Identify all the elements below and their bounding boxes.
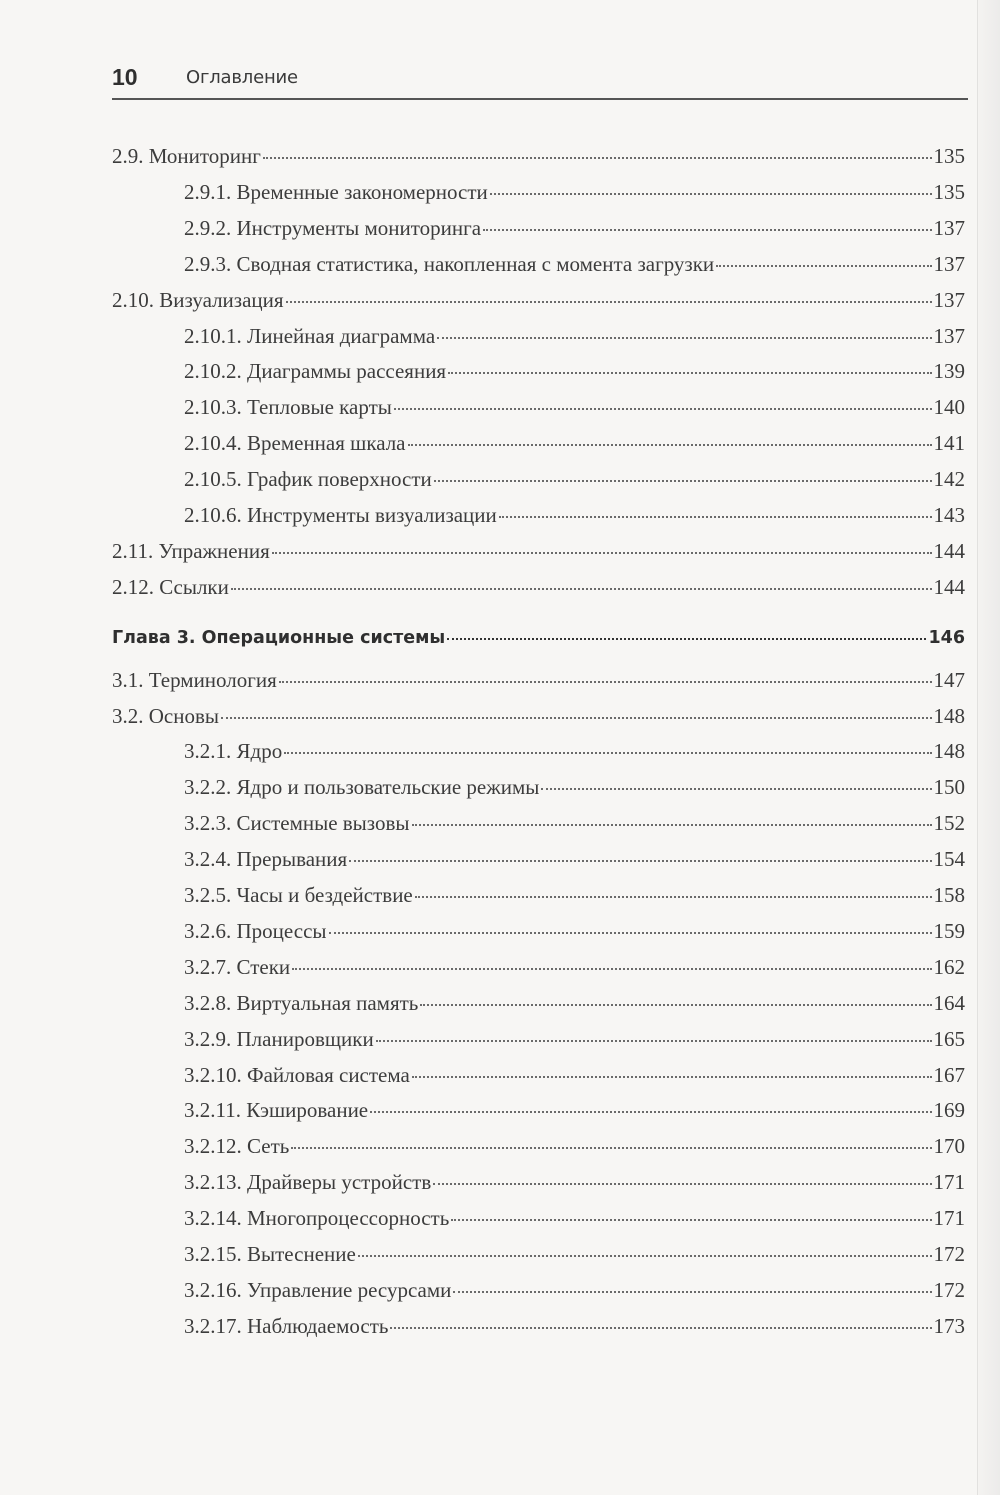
toc-entry-title: 3.2.5. Часы и бездействие — [184, 883, 413, 907]
toc-entry[interactable] — [184, 1098, 965, 1128]
toc-entry-title: 2.10.3. Тепловые карты — [184, 395, 392, 420]
toc-entry[interactable] — [184, 252, 965, 282]
toc-entry[interactable] — [184, 1134, 965, 1164]
toc-entry-title: 3.2.6. Процессы — [184, 918, 327, 943]
toc-entry-title: 3.1. Терминология — [112, 667, 277, 692]
toc-entry[interactable] — [184, 1206, 965, 1236]
toc-entry-page: 137 — [933, 251, 965, 276]
toc-entry-page: 170 — [933, 1134, 965, 1159]
dot-leader — [490, 193, 932, 195]
toc-entry-page: 164 — [933, 990, 965, 1015]
header-title: Оглавление — [186, 67, 298, 88]
toc-entry-title: 2.11. Упражнения — [112, 538, 270, 563]
dot-leader — [272, 552, 932, 554]
dot-leader — [433, 1183, 931, 1185]
toc-entry[interactable] — [184, 180, 965, 210]
toc-entry-title: 3.2.9. Планировщики — [184, 1026, 374, 1051]
toc-entry-title: 3.2.1. Ядро — [184, 739, 283, 764]
dot-leader — [434, 480, 932, 482]
toc-entry[interactable] — [184, 359, 965, 389]
toc-entry-page: 146 — [928, 627, 965, 648]
toc-entry[interactable] — [184, 467, 965, 497]
toc-entry[interactable] — [112, 144, 965, 174]
toc-entry[interactable] — [184, 503, 965, 533]
toc-entry-title: 3.2. Основы — [112, 703, 219, 728]
toc-entry-title: 3.2.11. Кэширование — [184, 1098, 369, 1123]
dot-leader — [437, 337, 931, 339]
toc-entry[interactable] — [184, 847, 965, 877]
toc-entry[interactable] — [112, 704, 965, 734]
dot-leader — [408, 444, 932, 446]
dot-leader — [448, 372, 931, 374]
dot-leader — [358, 1255, 932, 1257]
dot-leader — [541, 788, 931, 790]
dot-leader — [453, 1291, 931, 1293]
toc-entry[interactable] — [184, 1314, 965, 1344]
dot-leader — [221, 717, 932, 719]
dot-leader — [349, 860, 931, 862]
toc-entry-page: 148 — [933, 739, 965, 764]
toc-entry-title: 3.2.2. Ядро и пользовательские режимы — [184, 775, 540, 800]
toc-entry[interactable] — [184, 1242, 965, 1272]
toc-entry-title: 3.2.7. Стеки — [184, 954, 291, 979]
toc-entry[interactable] — [184, 955, 965, 985]
toc-entry[interactable] — [184, 1278, 965, 1308]
dot-leader — [286, 301, 932, 303]
toc-entry[interactable] — [112, 539, 965, 569]
toc-entry[interactable] — [184, 775, 965, 805]
dot-leader — [415, 896, 932, 898]
toc-entry-title: 3.2.15. Вытеснение — [184, 1242, 356, 1266]
toc-entry-title: 3.2.13. Драйверы устройств — [184, 1170, 432, 1195]
toc-entry-title: 2.9. Мониторинг — [112, 144, 261, 168]
toc-entry-title: 2.10.5. График поверхности — [184, 467, 432, 492]
toc-entry-page: 171 — [933, 1206, 965, 1231]
toc-entry-title: 2.10.2. Диаграммы рассеяния — [184, 359, 447, 384]
toc-entry-page: 139 — [933, 359, 965, 384]
toc-entry[interactable] — [184, 216, 965, 246]
toc-entry-page: 144 — [933, 574, 965, 599]
toc-entry-title: 3.2.4. Прерывания — [184, 847, 348, 872]
toc-entry-title: 2.9.2. Инструменты мониторинга — [184, 215, 482, 240]
toc-entry-page: 171 — [933, 1170, 965, 1195]
toc-entry-page: 137 — [933, 287, 965, 312]
dot-leader — [284, 752, 931, 754]
toc-chapter-entry[interactable] — [112, 628, 965, 658]
dot-leader — [390, 1327, 931, 1329]
toc-entry-page: 144 — [933, 538, 965, 563]
toc-entry-page: 173 — [933, 1313, 965, 1338]
toc-entry-page: 142 — [933, 467, 965, 492]
dot-leader — [412, 824, 932, 826]
toc-entry-title: 2.9.3. Сводная статистика, накопленная с момента загрузки — [184, 251, 715, 276]
toc-entry-title: Глава 3. Операционные системы — [112, 627, 446, 648]
dot-leader — [292, 968, 931, 970]
toc-entry-page: 147 — [933, 667, 965, 692]
toc-entry-page: 143 — [933, 503, 965, 527]
dot-leader — [412, 1076, 932, 1078]
toc-entry-title: 2.10.4. Временная шкала — [184, 431, 406, 456]
dot-leader — [231, 588, 932, 590]
toc-entry-title: 3.2.10. Файловая система — [184, 1062, 410, 1087]
toc-entry[interactable] — [184, 395, 965, 425]
toc-entry-page: 152 — [933, 811, 965, 836]
dot-leader — [420, 1004, 931, 1006]
page-number: 10 — [112, 64, 138, 90]
toc-entry-title: 2.12. Ссылки — [112, 574, 229, 599]
toc-entry-page: 162 — [933, 954, 965, 979]
toc-entry[interactable] — [184, 324, 965, 354]
running-header — [112, 62, 968, 100]
toc-entry[interactable] — [112, 288, 965, 318]
toc-entry-page: 135 — [933, 144, 965, 168]
toc-entry[interactable] — [184, 1027, 965, 1057]
toc-entry-page: 135 — [933, 179, 965, 204]
page-edge — [977, 0, 1000, 1495]
toc-entry-title: 3.2.16. Управление ресурсами — [184, 1277, 452, 1302]
toc-entry[interactable] — [184, 811, 965, 841]
dot-leader — [447, 638, 926, 640]
dot-leader — [291, 1147, 931, 1149]
toc-entry-page: 172 — [933, 1277, 965, 1302]
toc-entry-page: 165 — [933, 1026, 965, 1051]
toc-entry[interactable] — [184, 431, 965, 461]
toc-entry-title: 3.2.17. Наблюдаемость — [184, 1313, 389, 1338]
toc-entry-page: 141 — [933, 431, 965, 456]
toc-entry-title: 2.10.6. Инструменты визуализации — [184, 503, 497, 527]
dot-leader — [370, 1111, 931, 1113]
dot-leader — [263, 157, 932, 159]
dot-leader — [716, 265, 931, 267]
toc-entry-page: 167 — [933, 1062, 965, 1087]
toc-entry-title: 2.9.1. Временные закономерности — [184, 179, 488, 204]
toc-entry-page: 159 — [933, 918, 965, 943]
dot-leader — [499, 516, 932, 518]
toc-entry-page: 137 — [933, 323, 965, 348]
toc-entry-title: 3.2.12. Сеть — [184, 1134, 290, 1159]
toc-entry-title: 2.10.1. Линейная диаграмма — [184, 323, 436, 348]
toc-entry[interactable] — [112, 668, 965, 698]
toc-entry[interactable] — [184, 883, 965, 913]
toc-entry-page: 158 — [933, 883, 965, 907]
dot-leader — [279, 681, 932, 683]
dot-leader — [394, 408, 932, 410]
toc-entry-page: 150 — [933, 775, 965, 800]
toc-entry-page: 172 — [933, 1242, 965, 1266]
toc-entry-title: 3.2.3. Системные вызовы — [184, 811, 410, 836]
toc-entry-page: 154 — [933, 847, 965, 872]
dot-leader — [329, 932, 932, 934]
toc-entry-title: 2.10. Визуализация — [112, 287, 284, 312]
toc-entry-page: 140 — [933, 395, 965, 420]
dot-leader — [376, 1040, 932, 1042]
toc-entry[interactable] — [112, 575, 965, 605]
toc-entry-page: 137 — [933, 215, 965, 240]
toc-entry[interactable] — [184, 1170, 965, 1200]
toc-entry-page: 169 — [933, 1098, 965, 1123]
toc-entry[interactable] — [184, 991, 965, 1021]
toc-entry[interactable] — [184, 919, 965, 949]
toc-entry[interactable] — [184, 739, 965, 769]
toc-entry-title: 3.2.8. Виртуальная память — [184, 990, 419, 1015]
dot-leader — [483, 229, 931, 231]
toc-entry-title: 3.2.14. Многопроцессорность — [184, 1206, 450, 1231]
toc-entry[interactable] — [184, 1063, 965, 1093]
toc-entry-page: 148 — [933, 703, 965, 728]
dot-leader — [451, 1219, 931, 1221]
